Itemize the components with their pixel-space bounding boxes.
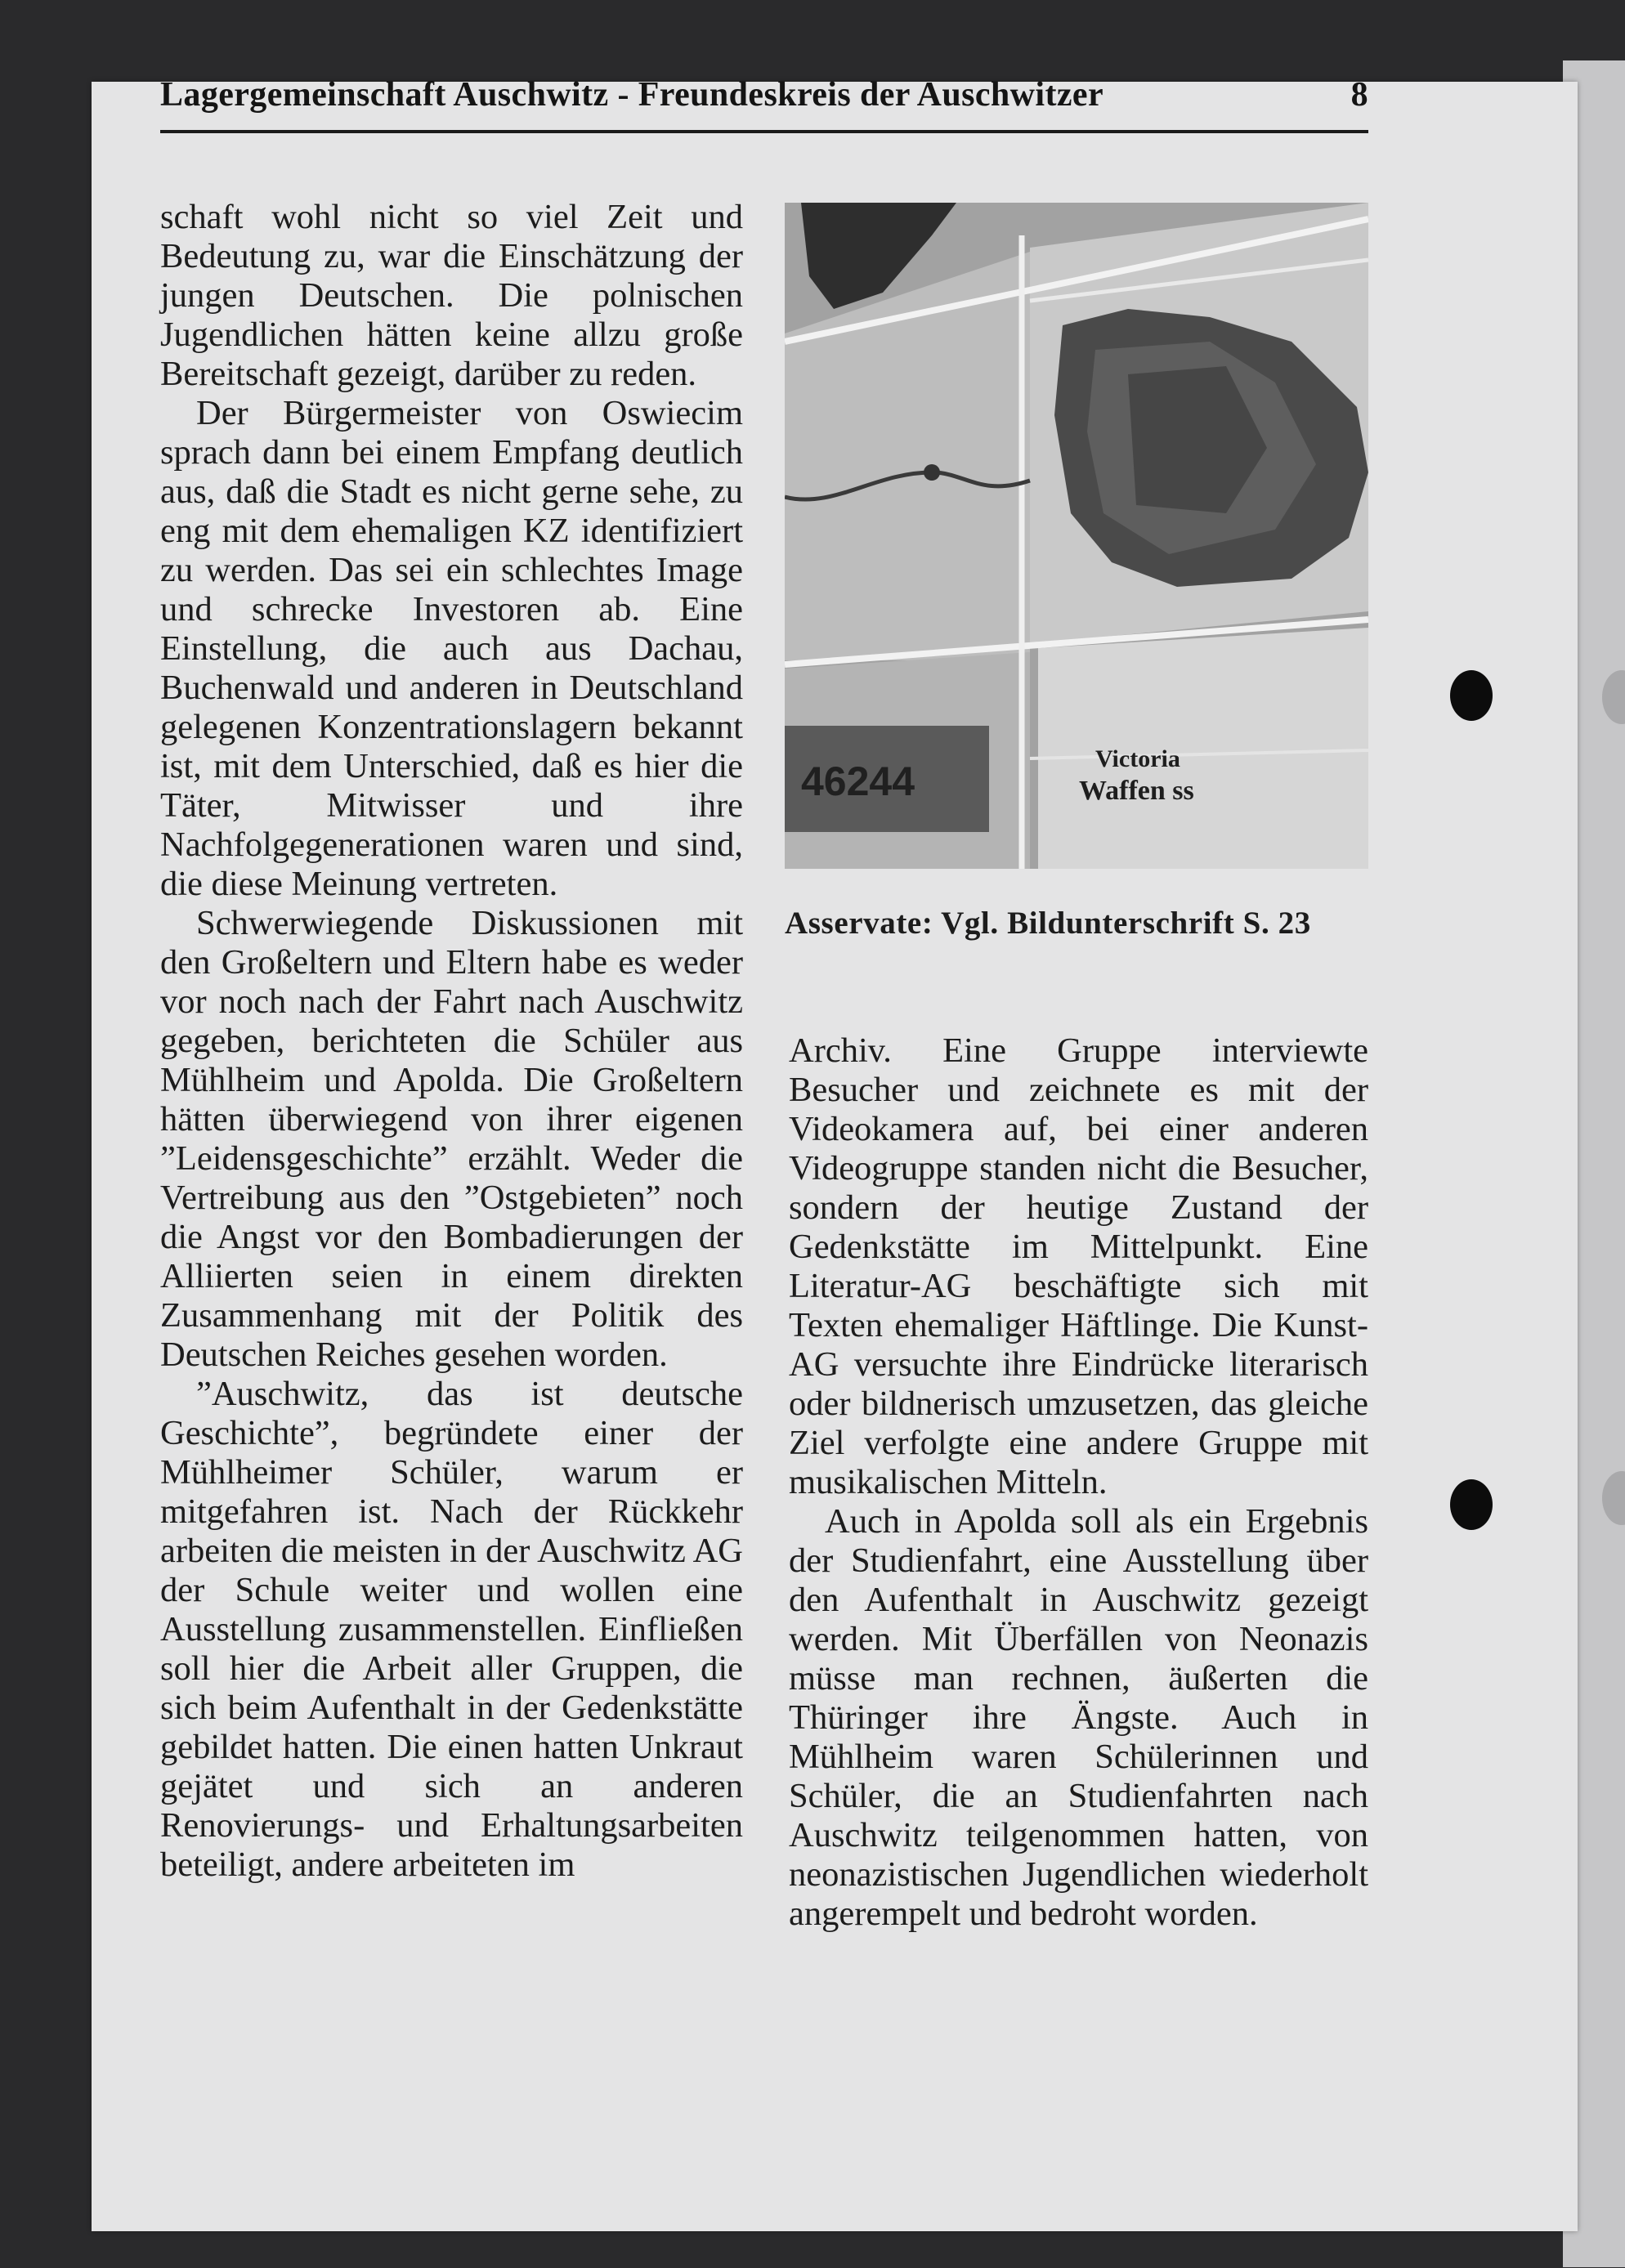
left-column (160, 198, 743, 1885)
paragraph: Der Bürgermeister von Oswiecim sprach dann bei einem Empfang deutlich aus, daß die Stadt es nicht gerne sehe, zu eng mit dem ehemaligen KZ identifiziert zu werden. Das sei ein schlechtes Image und schrecke Investoren ab. Eine Einstellung, die auch aus Dachau, Buchenwald und anderen in Deutschland gelegenen Konzentrationslagern bekannt ist, mit dem Unterschied, daß es hier die Täter, Mitwisser und ihre Nachfolgegenerationen waren und sind, die diese Meinung vertreten. (160, 394, 743, 903)
photo-label-brand: Victoria (1095, 745, 1180, 772)
photo-label-text: Waffen ss (1079, 776, 1194, 806)
artifact-photo (785, 203, 1368, 869)
paragraph: Auch in Apolda soll als ein Ergebnis der Studienfahrt, eine Ausstellung über den Aufenthalt in Auschwitz gezeigt werden. Mit Überfällen von Neonazis müsse man rechnen, äußerten die Thüringer ihre Ängste. Auch in Mühlheim waren Schülerinnen und Schüler, die an Studienfahrten nach Auschwitz teilgenommen hatten, von neonazistischen Jugendlichen wiederholt angerempelt und bedroht worden. (789, 1502, 1368, 1933)
header-rule (160, 130, 1368, 133)
paragraph: ”Auschwitz, das ist deutsche Geschichte”, begründete einer der Mühlheimer Schüler, warum er mitgefahren ist. Nach der Rückkehr arbeiten die meisten in der Auschwitz AG der Schule weiter und wollen eine Ausstellung zusammenstellen. Einfließen soll hier die Arbeit aller Gruppen, die sich beim Aufenthalt in der Gedenkstätte gebildet hatten. Die einen hatten Unkraut gejätet und sich an anderen Renovierungs- und Erhaltungsarbeiten beteiligt, andere arbeiteten im (160, 1375, 743, 1884)
header-title: Lagergemeinschaft Auschwitz - Freundeskreis der Auschwitzer (160, 76, 1103, 114)
photo-caption: Asservate: Vgl. Bildunterschrift S. 23 (785, 906, 1311, 941)
paragraph: schaft wohl nicht so viel Zeit und Bedeutung zu, war die Einschätzung der jungen Deutschen. Die polnischen Jugendlichen hätten keine allzu große Bereitschaft gezeigt, darüber zu reden. (160, 198, 743, 393)
page-number: 8 (1350, 76, 1368, 114)
punch-hole (1450, 670, 1493, 721)
page-header (160, 75, 1368, 114)
punch-hole (1450, 1479, 1493, 1530)
photo-label-number: 46244 (801, 758, 915, 804)
paragraph: Schwerwiegende Diskussionen mit den Großeltern und Eltern habe es weder vor noch nach der Fahrt nach Auschwitz gegeben, berichteten die Schüler aus Mühlheim und Apolda. Die Großeltern hätten überwiegend von ihrer eigenen ”Leidensgeschichte” erzählt. Weder die Vertreibung aus den ”Ostgebieten” noch die Angst vor den Bombadierungen der Alliierten seien in einem direkten Zusammenhang mit der Politik des Deutschen Reiches gesehen worden. (160, 904, 743, 1374)
right-column (789, 1031, 1368, 1934)
paragraph: Archiv. Eine Gruppe interviewte Besucher und zeichnete es mit der Videokamera auf, bei einer anderen Videogruppe standen nicht die Besucher, sondern der heutige Zustand der Gedenkstätte im Mittelpunkt. Eine Literatur-AG beschäftigte sich mit Texten ehemaliger Häftlinge. Die Kunst-AG versuchte ihre Eindrücke literarisch oder bildnerisch umzusetzen, das gleiche Ziel verfolgte eine andere Gruppe mit musikalischen Mitteln. (789, 1031, 1368, 1501)
